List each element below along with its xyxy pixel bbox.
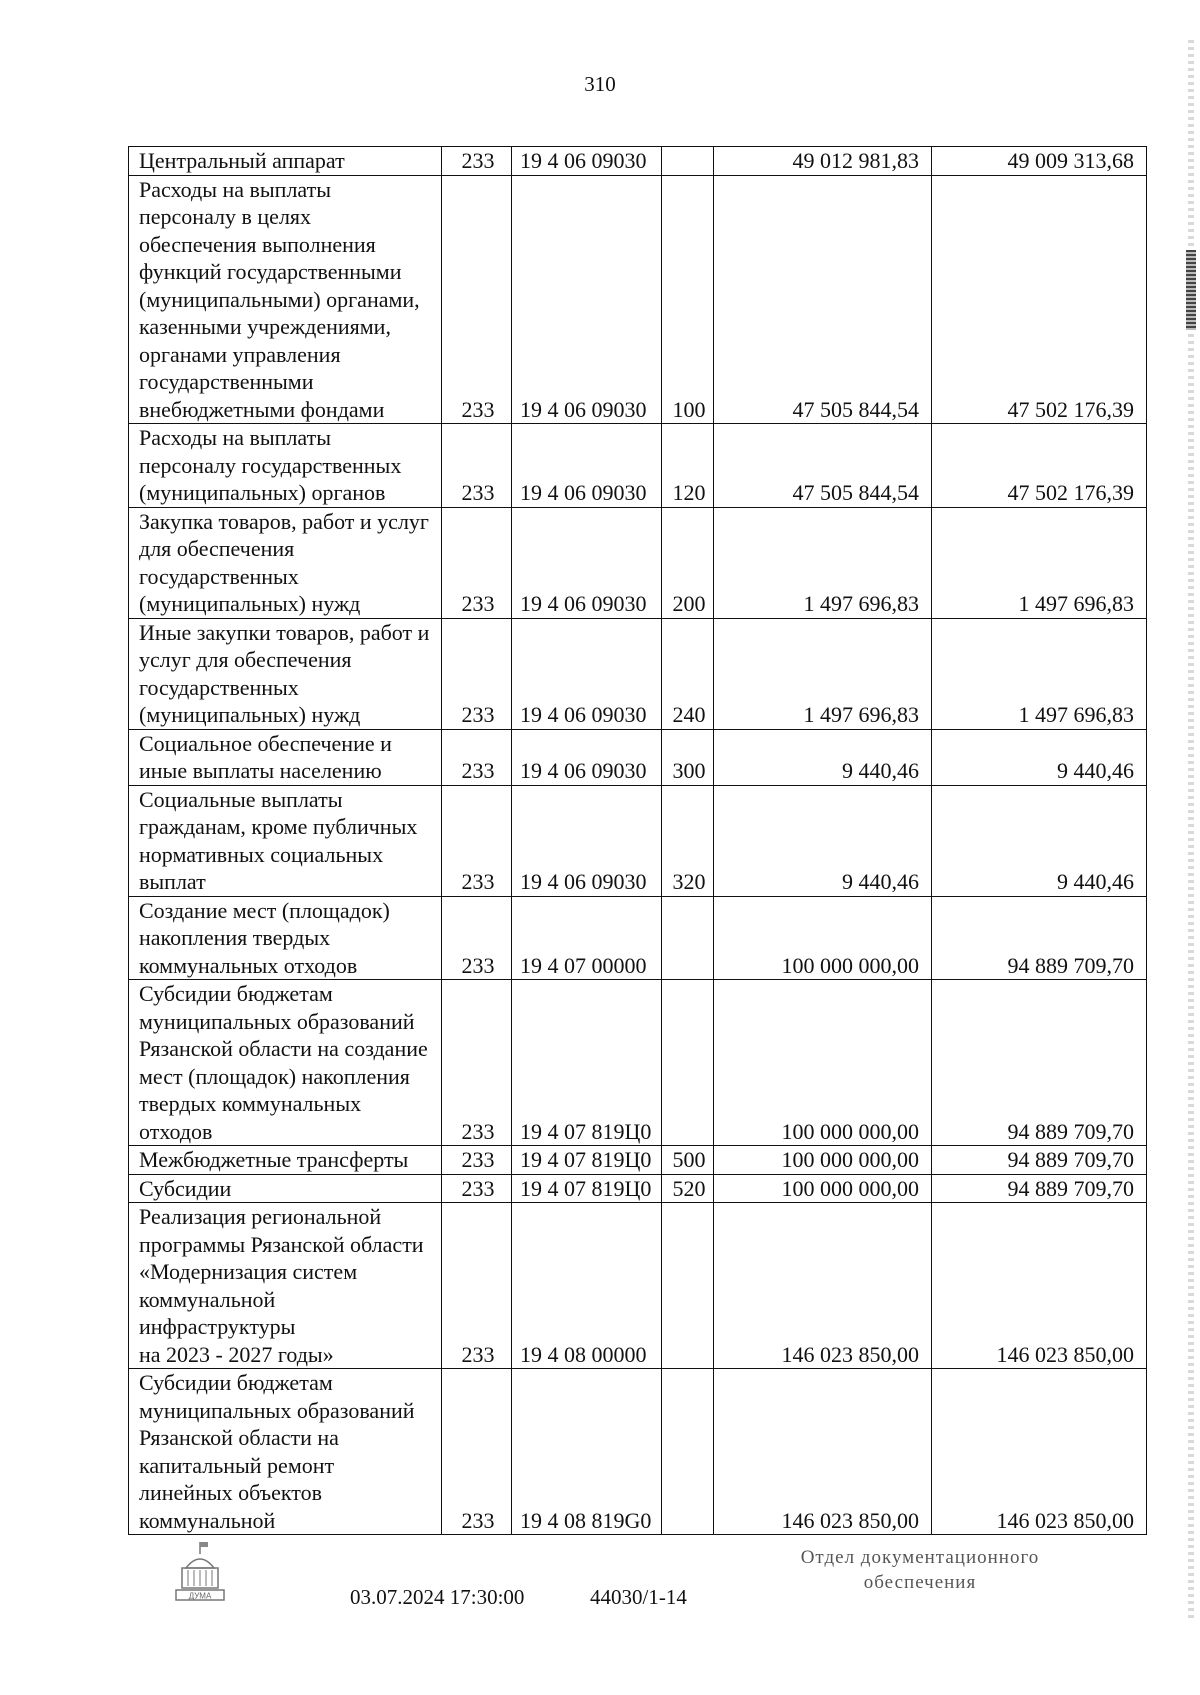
- table-row: [129, 1203, 1147, 1369]
- footer-datetime: 03.07.2024 17:30:00: [350, 1585, 525, 1609]
- planned-amount-cell: 9 440,46: [714, 785, 932, 896]
- admin-code-cell: 233: [442, 1174, 512, 1203]
- actual-amount-cell: 47 502 176,39: [932, 424, 1147, 508]
- planned-amount-cell: 49 012 981,83: [714, 147, 932, 176]
- admin-code-cell: 233: [442, 729, 512, 785]
- actual-amount-cell: 9 440,46: [932, 785, 1147, 896]
- target-code-cell: 19 4 07 819Ц0: [512, 1146, 662, 1175]
- expense-type-cell: [662, 1203, 714, 1369]
- table-row: [129, 175, 1147, 424]
- planned-amount-cell: 47 505 844,54: [714, 424, 932, 508]
- target-code-cell: 19 4 07 00000: [512, 896, 662, 980]
- budget-table: [128, 146, 1147, 1535]
- admin-code-cell: 233: [442, 1369, 512, 1535]
- duma-building-logo: [172, 1540, 228, 1604]
- expense-type-cell: 300: [662, 729, 714, 785]
- actual-amount-cell: 9 440,46: [932, 729, 1147, 785]
- target-code-cell: 19 4 06 09030: [512, 785, 662, 896]
- target-code-cell: 19 4 06 09030: [512, 175, 662, 424]
- admin-code-cell: 233: [442, 785, 512, 896]
- row-name-cell: Реализация региональной программы Рязанской области «Модернизация систем коммунальной инфраструктуры на 2023 - 2027 годы»: [129, 1203, 442, 1369]
- planned-amount-cell: 47 505 844,54: [714, 175, 932, 424]
- expense-type-cell: [662, 147, 714, 176]
- row-name-cell: Расходы на выплаты персоналу в целях обеспечения выполнения функций государственными (муниципальными) органами, казенными учреждениями, органами управления государственными внебюджетными фондами: [129, 175, 442, 424]
- table-row: [129, 1174, 1147, 1203]
- planned-amount-cell: 100 000 000,00: [714, 980, 932, 1146]
- svg-text:ДУМА: ДУМА: [188, 1591, 212, 1601]
- expense-type-cell: 500: [662, 1146, 714, 1175]
- expense-type-cell: 200: [662, 507, 714, 618]
- row-name-cell: Субсидии: [129, 1174, 442, 1203]
- row-name-cell: Социальное обеспечение и иные выплаты населению: [129, 729, 442, 785]
- actual-amount-cell: 94 889 709,70: [932, 1146, 1147, 1175]
- table-row: [129, 785, 1147, 896]
- table-row: [129, 896, 1147, 980]
- admin-code-cell: 233: [442, 618, 512, 729]
- actual-amount-cell: 94 889 709,70: [932, 896, 1147, 980]
- actual-amount-cell: 94 889 709,70: [932, 1174, 1147, 1203]
- table-row: [129, 147, 1147, 176]
- target-code-cell: 19 4 06 09030: [512, 147, 662, 176]
- row-name-cell: Межбюджетные трансферты: [129, 1146, 442, 1175]
- planned-amount-cell: 100 000 000,00: [714, 1174, 932, 1203]
- table-row: [129, 507, 1147, 618]
- planned-amount-cell: 146 023 850,00: [714, 1203, 932, 1369]
- admin-code-cell: 233: [442, 1203, 512, 1369]
- admin-code-cell: 233: [442, 896, 512, 980]
- expense-type-cell: 520: [662, 1174, 714, 1203]
- row-name-cell: Субсидии бюджетам муниципальных образований Рязанской области на создание мест (площадок) накопления твердых коммунальных отходов: [129, 980, 442, 1146]
- actual-amount-cell: 146 023 850,00: [932, 1203, 1147, 1369]
- row-name-cell: Социальные выплаты гражданам, кроме публичных нормативных социальных выплат: [129, 785, 442, 896]
- target-code-cell: 19 4 08 00000: [512, 1203, 662, 1369]
- target-code-cell: 19 4 06 09030: [512, 507, 662, 618]
- admin-code-cell: 233: [442, 980, 512, 1146]
- target-code-cell: 19 4 06 09030: [512, 729, 662, 785]
- actual-amount-cell: 146 023 850,00: [932, 1369, 1147, 1535]
- expense-type-cell: 120: [662, 424, 714, 508]
- target-code-cell: 19 4 07 819Ц0: [512, 980, 662, 1146]
- table-row: [129, 424, 1147, 508]
- admin-code-cell: 233: [442, 424, 512, 508]
- row-name-cell: Субсидии бюджетам муниципальных образований Рязанской области на капитальный ремонт линейных объектов коммунальной: [129, 1369, 442, 1535]
- target-code-cell: 19 4 06 09030: [512, 618, 662, 729]
- table-row: [129, 618, 1147, 729]
- planned-amount-cell: 146 023 850,00: [714, 1369, 932, 1535]
- admin-code-cell: 233: [442, 1146, 512, 1175]
- row-name-cell: Закупка товаров, работ и услуг для обеспечения государственных (муниципальных) нужд: [129, 507, 442, 618]
- actual-amount-cell: 47 502 176,39: [932, 175, 1147, 424]
- footer-doc-number: 44030/1-14: [590, 1585, 687, 1609]
- target-code-cell: 19 4 08 819G0: [512, 1369, 662, 1535]
- expense-type-cell: 320: [662, 785, 714, 896]
- row-name-cell: Расходы на выплаты персоналу государственных (муниципальных) органов: [129, 424, 442, 508]
- planned-amount-cell: 9 440,46: [714, 729, 932, 785]
- expense-type-cell: [662, 1369, 714, 1535]
- page-number: 310: [584, 72, 616, 96]
- admin-code-cell: 233: [442, 507, 512, 618]
- expense-type-cell: 240: [662, 618, 714, 729]
- planned-amount-cell: 100 000 000,00: [714, 1146, 932, 1175]
- row-name-cell: Создание мест (площадок) накопления твердых коммунальных отходов: [129, 896, 442, 980]
- actual-amount-cell: 1 497 696,83: [932, 618, 1147, 729]
- planned-amount-cell: 1 497 696,83: [714, 618, 932, 729]
- department-stamp: [770, 1545, 1070, 1595]
- table-row: [129, 1369, 1147, 1535]
- actual-amount-cell: 94 889 709,70: [932, 980, 1147, 1146]
- actual-amount-cell: 49 009 313,68: [932, 147, 1147, 176]
- expense-type-cell: [662, 980, 714, 1146]
- expense-type-cell: 100: [662, 175, 714, 424]
- table-row: [129, 980, 1147, 1146]
- row-name-cell: Иные закупки товаров, работ и услуг для обеспечения государственных (муниципальных) нужд: [129, 618, 442, 729]
- department-stamp-text: Отдел документационного обеспечения: [800, 1547, 1040, 1593]
- expense-type-cell: [662, 896, 714, 980]
- target-code-cell: 19 4 06 09030: [512, 424, 662, 508]
- row-name-cell: Центральный аппарат: [129, 147, 442, 176]
- planned-amount-cell: 100 000 000,00: [714, 896, 932, 980]
- planned-amount-cell: 1 497 696,83: [714, 507, 932, 618]
- table-row: [129, 729, 1147, 785]
- admin-code-cell: 233: [442, 175, 512, 424]
- admin-code-cell: 233: [442, 147, 512, 176]
- table-row: [129, 1146, 1147, 1175]
- actual-amount-cell: 1 497 696,83: [932, 507, 1147, 618]
- target-code-cell: 19 4 07 819Ц0: [512, 1174, 662, 1203]
- budget-table-body: [129, 147, 1147, 1535]
- scan-mark-artifact: [1186, 250, 1196, 330]
